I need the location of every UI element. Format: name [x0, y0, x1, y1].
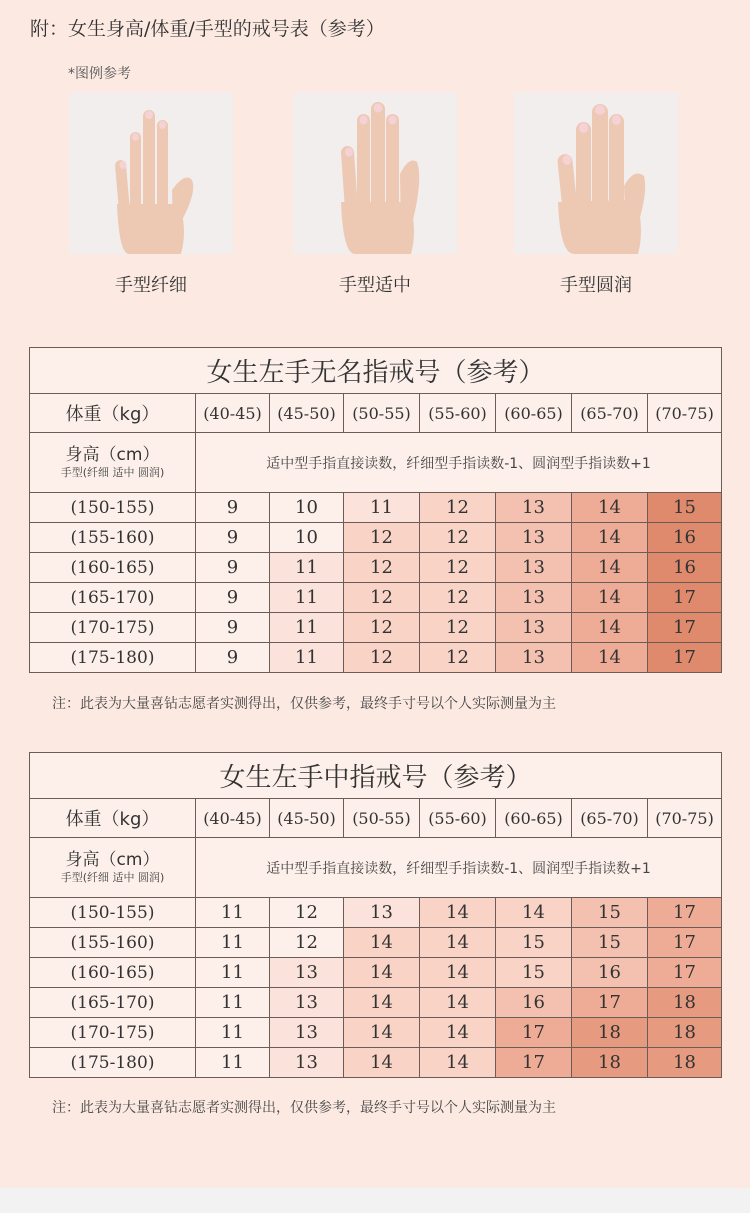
height-range: (170-175) — [30, 1018, 196, 1048]
size-cell: 14 — [344, 1048, 420, 1078]
size-cell: 12 — [420, 493, 496, 523]
height-range: (150-155) — [30, 898, 196, 928]
size-cell: 13 — [270, 1018, 344, 1048]
size-cell: 17 — [648, 898, 722, 928]
size-cell: 16 — [648, 553, 722, 583]
table-row — [30, 523, 722, 553]
size-cell: 13 — [496, 613, 572, 643]
size-cell: 11 — [270, 643, 344, 673]
height-range: (155-160) — [30, 928, 196, 958]
size-cell: 12 — [420, 583, 496, 613]
weight-range: (65-70) — [572, 394, 648, 433]
size-cell: 14 — [344, 928, 420, 958]
middle-finger-size-table — [29, 752, 722, 1078]
height-label: 身高（cm） — [65, 850, 160, 870]
size-cell: 12 — [270, 928, 344, 958]
size-cell: 11 — [196, 1018, 270, 1048]
size-cell: 14 — [572, 493, 648, 523]
size-cell: 14 — [572, 523, 648, 553]
weight-range: (50-55) — [344, 799, 420, 838]
size-cell: 14 — [344, 958, 420, 988]
size-cell: 9 — [196, 523, 270, 553]
height-hand-label — [30, 433, 196, 493]
table-row — [30, 493, 722, 523]
size-cell: 18 — [572, 1048, 648, 1078]
height-range: (160-165) — [30, 553, 196, 583]
hand-type-label: 手型(纤细 适中 圆润) — [60, 466, 165, 479]
table-row — [30, 1018, 722, 1048]
weight-range: (40-45) — [196, 799, 270, 838]
size-cell: 14 — [420, 958, 496, 988]
table-row — [30, 613, 722, 643]
size-cell: 12 — [344, 553, 420, 583]
size-cell: 14 — [496, 898, 572, 928]
height-range: (175-180) — [30, 643, 196, 673]
size-cell: 18 — [648, 1018, 722, 1048]
size-cell: 16 — [648, 523, 722, 553]
height-range: (175-180) — [30, 1048, 196, 1078]
size-cell: 13 — [496, 583, 572, 613]
height-range: (170-175) — [30, 613, 196, 643]
size-cell: 14 — [344, 988, 420, 1018]
size-cell: 17 — [648, 958, 722, 988]
size-cell: 12 — [420, 643, 496, 673]
size-cell: 18 — [572, 1018, 648, 1048]
size-cell: 16 — [572, 958, 648, 988]
size-cell: 14 — [420, 988, 496, 1018]
height-hand-label — [30, 838, 196, 898]
size-cell: 17 — [572, 988, 648, 1018]
size-cell: 17 — [496, 1048, 572, 1078]
size-cell: 14 — [420, 1048, 496, 1078]
weight-range: (40-45) — [196, 394, 270, 433]
weight-range: (70-75) — [648, 799, 722, 838]
height-range: (150-155) — [30, 493, 196, 523]
hand-type-label: 手型(纤细 适中 圆润) — [60, 871, 165, 884]
weight-range: (55-60) — [420, 799, 496, 838]
height-label: 身高（cm） — [65, 445, 160, 465]
table-row — [30, 1048, 722, 1078]
height-range: (165-170) — [30, 988, 196, 1018]
bottom-strip — [0, 1188, 750, 1213]
size-cell: 13 — [496, 553, 572, 583]
table-title: 女生左手无名指戒号（参考） — [30, 348, 722, 394]
size-cell: 13 — [496, 493, 572, 523]
size-cell: 11 — [270, 613, 344, 643]
size-cell: 15 — [572, 928, 648, 958]
hand-caption-slender: 手型纤细 — [115, 275, 187, 296]
size-cell: 17 — [496, 1018, 572, 1048]
size-cell: 14 — [420, 1018, 496, 1048]
size-cell: 13 — [270, 1048, 344, 1078]
reading-rule: 适中型手指直接读数，纤细型手指读数-1、圆润型手指读数+1 — [196, 433, 722, 493]
table-row — [30, 928, 722, 958]
table-row — [30, 553, 722, 583]
size-cell: 17 — [648, 613, 722, 643]
size-cell: 16 — [496, 988, 572, 1018]
weight-range: (65-70) — [572, 799, 648, 838]
weight-range: (45-50) — [270, 799, 344, 838]
size-cell: 11 — [196, 958, 270, 988]
size-cell: 9 — [196, 583, 270, 613]
size-cell: 12 — [420, 613, 496, 643]
size-cell: 12 — [420, 553, 496, 583]
size-cell: 14 — [572, 613, 648, 643]
size-cell: 14 — [572, 643, 648, 673]
page-title: 附：女生身高/体重/手型的戒号表（参考） — [30, 18, 385, 40]
weight-range: (55-60) — [420, 394, 496, 433]
table-note: 注：此表为大量喜钻志愿者实测得出，仅供参考，最终手寸号以个人实际测量为主 — [52, 696, 556, 712]
weight-label: 体重（kg） — [30, 394, 196, 433]
weight-range: (60-65) — [496, 394, 572, 433]
size-cell: 12 — [344, 583, 420, 613]
size-cell: 13 — [270, 958, 344, 988]
size-cell: 13 — [270, 988, 344, 1018]
table-row — [30, 898, 722, 928]
medium-hand-photo — [293, 92, 457, 254]
size-cell: 9 — [196, 613, 270, 643]
size-cell: 11 — [196, 928, 270, 958]
table-title: 女生左手中指戒号（参考） — [30, 753, 722, 799]
size-cell: 14 — [420, 898, 496, 928]
size-cell: 9 — [196, 553, 270, 583]
weight-range: (50-55) — [344, 394, 420, 433]
height-range: (165-170) — [30, 583, 196, 613]
weight-label: 体重（kg） — [30, 799, 196, 838]
table-row — [30, 643, 722, 673]
size-cell: 15 — [572, 898, 648, 928]
size-cell: 11 — [196, 1048, 270, 1078]
hand-caption-medium: 手型适中 — [339, 275, 411, 296]
size-cell: 12 — [344, 643, 420, 673]
weight-range: (60-65) — [496, 799, 572, 838]
size-cell: 15 — [496, 928, 572, 958]
size-cell: 11 — [196, 898, 270, 928]
size-cell: 11 — [270, 553, 344, 583]
size-cell: 9 — [196, 643, 270, 673]
size-cell: 15 — [496, 958, 572, 988]
size-cell: 9 — [196, 493, 270, 523]
size-cell: 10 — [270, 493, 344, 523]
legend-note: *图例参考 — [68, 66, 131, 82]
size-cell: 14 — [572, 553, 648, 583]
size-cell: 12 — [420, 523, 496, 553]
size-cell: 11 — [196, 988, 270, 1018]
size-cell: 12 — [344, 523, 420, 553]
size-cell: 14 — [572, 583, 648, 613]
slender-hand-photo — [69, 92, 233, 254]
size-cell: 11 — [344, 493, 420, 523]
size-cell: 17 — [648, 583, 722, 613]
size-cell: 10 — [270, 523, 344, 553]
size-cell: 12 — [270, 898, 344, 928]
size-cell: 15 — [648, 493, 722, 523]
table-note: 注：此表为大量喜钻志愿者实测得出，仅供参考，最终手寸号以个人实际测量为主 — [52, 1100, 556, 1116]
table-row — [30, 958, 722, 988]
height-range: (160-165) — [30, 958, 196, 988]
hand-caption-plump: 手型圆润 — [560, 275, 632, 296]
size-cell: 14 — [344, 1018, 420, 1048]
plump-hand-photo — [514, 92, 678, 254]
size-cell: 14 — [420, 928, 496, 958]
size-cell: 17 — [648, 643, 722, 673]
size-cell: 12 — [344, 613, 420, 643]
size-cell: 13 — [496, 643, 572, 673]
ring-finger-size-table — [29, 347, 722, 673]
table-row — [30, 583, 722, 613]
weight-range: (45-50) — [270, 394, 344, 433]
size-cell: 11 — [270, 583, 344, 613]
height-range: (155-160) — [30, 523, 196, 553]
table-row — [30, 988, 722, 1018]
size-cell: 18 — [648, 988, 722, 1018]
size-cell: 17 — [648, 928, 722, 958]
size-cell: 13 — [496, 523, 572, 553]
size-cell: 18 — [648, 1048, 722, 1078]
size-cell: 13 — [344, 898, 420, 928]
weight-range: (70-75) — [648, 394, 722, 433]
reading-rule: 适中型手指直接读数，纤细型手指读数-1、圆润型手指读数+1 — [196, 838, 722, 898]
